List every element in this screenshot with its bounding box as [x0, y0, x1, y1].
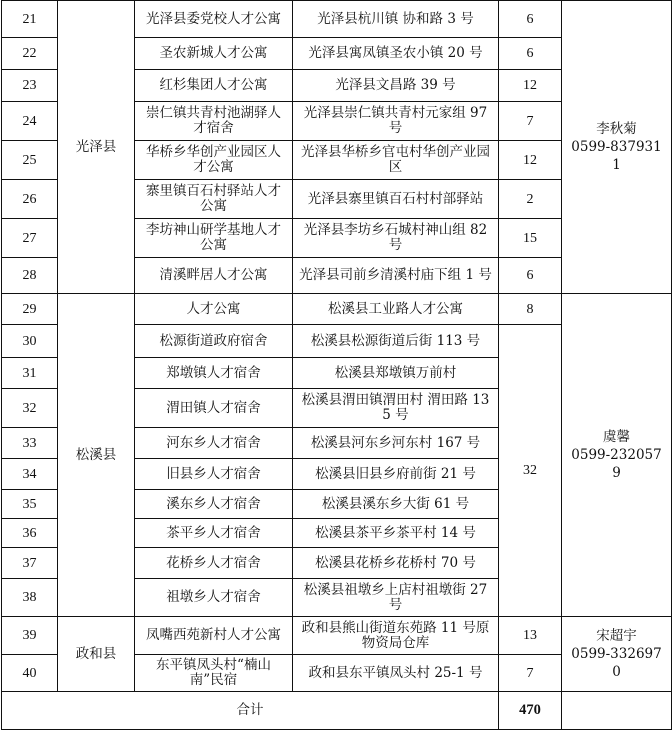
apartment-name: 红杉集团人才公寓	[135, 70, 293, 102]
apartment-address: 松溪县茶平乡茶平村 14 号	[293, 519, 499, 548]
apartment-name: 寨里镇百石村驿站人才公寓	[135, 180, 293, 219]
apartment-address: 光泽县寨里镇百石村村部驿站	[293, 180, 499, 219]
apartment-address: 光泽县崇仁镇共青村元家组 97 号	[293, 102, 499, 141]
row-number: 30	[2, 325, 58, 358]
apartment-address: 政和县熊山街道东苑路 11 号原物资局仓库	[293, 617, 499, 655]
row-number: 35	[2, 490, 58, 519]
apartment-address: 松溪县旧县乡府前街 21 号	[293, 459, 499, 490]
contact-name: 宋超宇	[596, 628, 637, 644]
apartment-address: 光泽县寓凤镇圣农小镇 20 号	[293, 38, 499, 70]
row-number: 23	[2, 70, 58, 102]
apartment-name: 渭田镇人才宿舍	[135, 389, 293, 428]
apartment-name: 华桥乡华创产业园区人才公寓	[135, 141, 293, 180]
apartment-address: 光泽县杭川镇 协和路 3 号	[293, 1, 499, 38]
apartment-address: 光泽县李坊乡石城村神山组 82 号	[293, 219, 499, 258]
room-count: 7	[499, 655, 562, 692]
room-count: 13	[499, 617, 562, 655]
apartment-name: 郑墩镇人才宿舍	[135, 358, 293, 389]
apartment-name: 光泽县委党校人才公寓	[135, 1, 293, 38]
apartment-address: 松溪县工业路人才公寓	[293, 294, 499, 325]
row-number: 33	[2, 428, 58, 459]
apartment-address: 松溪县松源街道后街 113 号	[293, 325, 499, 358]
row-number: 32	[2, 389, 58, 428]
apartment-name: 李坊神山研学基地人才公寓	[135, 219, 293, 258]
room-count: 2	[499, 180, 562, 219]
row-number: 38	[2, 579, 58, 617]
apartment-name: 花桥乡人才宿舍	[135, 548, 293, 579]
contact-phone: 0599-3326970	[571, 646, 662, 680]
total-contact-empty	[562, 692, 672, 730]
table-row	[2, 1, 672, 38]
apartment-name: 清溪畔居人才公寓	[135, 258, 293, 294]
contact-phone: 0599-2320579	[571, 447, 662, 481]
room-count: 6	[499, 258, 562, 294]
apartment-address: 光泽县文昌路 39 号	[293, 70, 499, 102]
room-count: 8	[499, 294, 562, 325]
row-number: 27	[2, 219, 58, 258]
apartment-name: 圣农新城人才公寓	[135, 38, 293, 70]
contact-phone: 0599-8379311	[571, 139, 662, 173]
contact-cell	[562, 617, 672, 692]
apartment-name: 茶平乡人才宿舍	[135, 519, 293, 548]
contact-name: 虞馨	[603, 429, 630, 445]
row-number: 24	[2, 102, 58, 141]
apartment-name: 东平镇凤头村“楠山南”民宿	[135, 655, 293, 692]
apartment-name: 河东乡人才宿舍	[135, 428, 293, 459]
county-cell: 松溪县	[58, 294, 135, 617]
row-number: 40	[2, 655, 58, 692]
apartment-address: 松溪县祖墩乡上店村祖墩街 27 号	[293, 579, 499, 617]
row-number: 26	[2, 180, 58, 219]
row-number: 22	[2, 38, 58, 70]
apartment-address: 松溪县渭田镇渭田村 渭田路 135 号	[293, 389, 499, 428]
table-row	[2, 294, 672, 325]
apartment-address: 光泽县司前乡清溪村庙下组 1 号	[293, 258, 499, 294]
talent-apartment-table	[1, 0, 672, 730]
apartment-name: 凤嘴西苑新村人才公寓	[135, 617, 293, 655]
apartment-address: 松溪县溪东乡大街 61 号	[293, 490, 499, 519]
contact-name: 李秋菊	[596, 121, 637, 137]
row-number: 21	[2, 1, 58, 38]
row-number: 31	[2, 358, 58, 389]
row-number: 29	[2, 294, 58, 325]
apartment-name: 溪东乡人才宿舍	[135, 490, 293, 519]
total-row	[2, 692, 672, 730]
county-cell: 光泽县	[58, 1, 135, 294]
apartment-address: 松溪县河东乡河东村 167 号	[293, 428, 499, 459]
row-number: 37	[2, 548, 58, 579]
apartment-name: 祖墩乡人才宿舍	[135, 579, 293, 617]
contact-cell	[562, 1, 672, 294]
apartment-name: 松源街道政府宿舍	[135, 325, 293, 358]
row-number: 25	[2, 141, 58, 180]
room-count: 12	[499, 141, 562, 180]
room-count: 6	[499, 38, 562, 70]
room-count: 6	[499, 1, 562, 38]
apartment-address: 松溪县花桥乡花桥村 70 号	[293, 548, 499, 579]
row-number: 39	[2, 617, 58, 655]
apartment-address: 松溪县郑墩镇万前村	[293, 358, 499, 389]
apartment-name: 人才公寓	[135, 294, 293, 325]
table-row	[2, 617, 672, 655]
row-number: 34	[2, 459, 58, 490]
county-cell: 政和县	[58, 617, 135, 692]
total-label: 合计	[2, 692, 499, 730]
apartment-name: 崇仁镇共青村池湖驿人才宿舍	[135, 102, 293, 141]
contact-cell	[562, 294, 672, 617]
total-value: 470	[499, 692, 562, 730]
apartment-name: 旧县乡人才宿舍	[135, 459, 293, 490]
row-number: 28	[2, 258, 58, 294]
room-count: 12	[499, 70, 562, 102]
apartment-address: 政和县东平镇凤头村 25-1 号	[293, 655, 499, 692]
row-number: 36	[2, 519, 58, 548]
room-count: 7	[499, 102, 562, 141]
apartment-address: 光泽县华桥乡官屯村华创产业园区	[293, 141, 499, 180]
room-count: 32	[499, 325, 562, 617]
room-count: 15	[499, 219, 562, 258]
